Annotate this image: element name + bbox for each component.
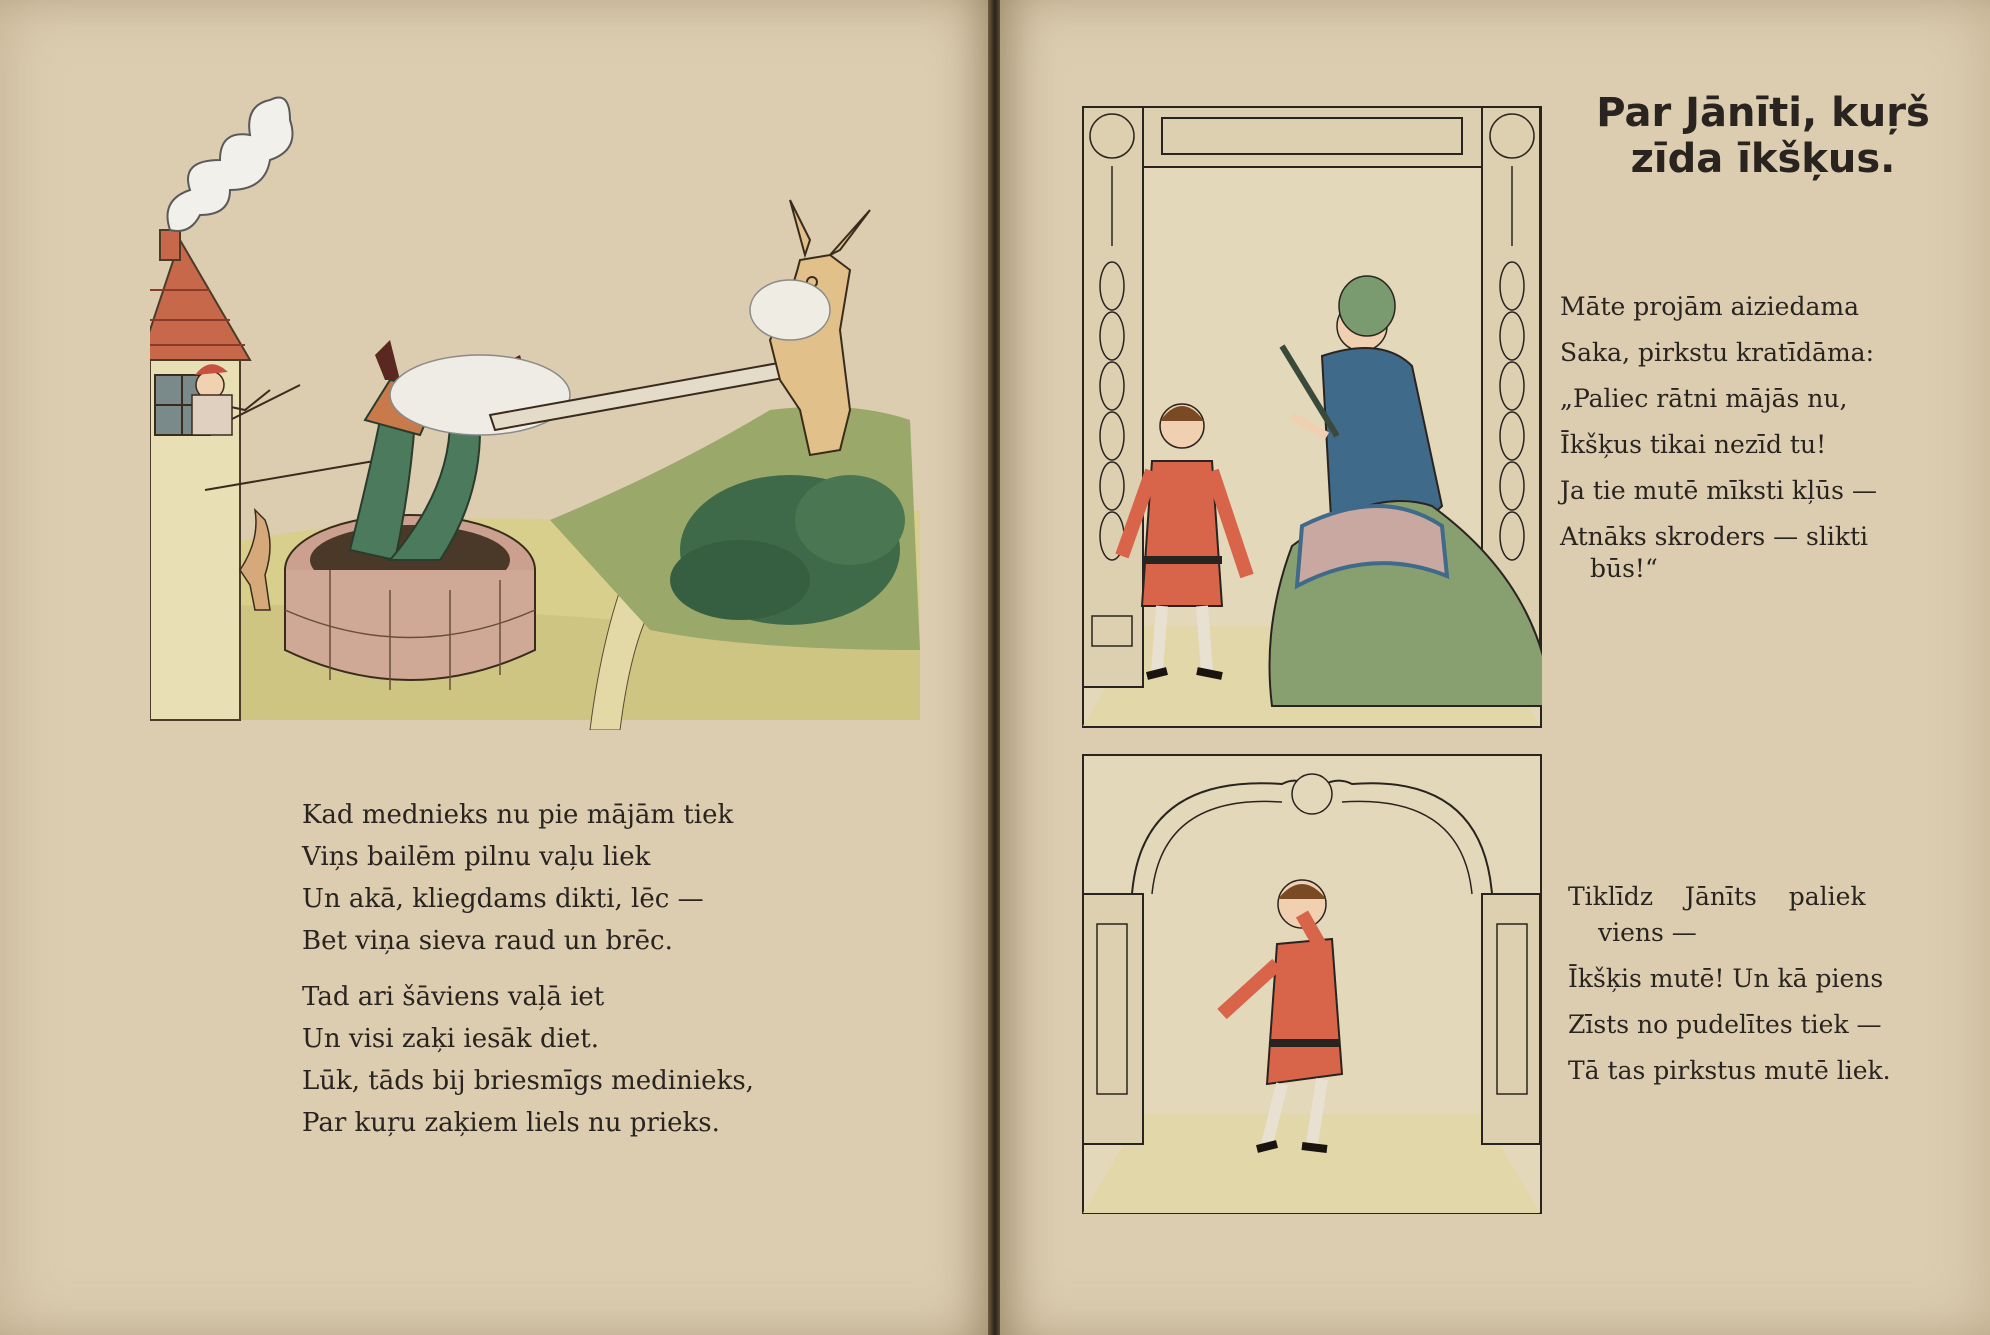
boy-thumb-illustration <box>1082 754 1542 1214</box>
verse-line: Ja tie mutē mīksti kļūs — <box>1560 476 1877 505</box>
verse-line: Saka, pirkstu kratīdāma: <box>1560 338 1874 367</box>
hunter-well-illustration <box>150 90 920 730</box>
verse-line: Tiklīdz Jānīts paliek <box>1568 882 1866 911</box>
poem-title <box>1548 90 1978 182</box>
verse-line: Māte projām aiziedama <box>1560 292 1859 321</box>
title-line: Par Jānīti, kuŗš <box>1596 90 1930 136</box>
verse-line: Bet viņa sieva raud un brēc. <box>302 926 673 956</box>
mother-and-boy-illustration <box>1082 106 1542 728</box>
verse-line: Zīsts no pudelītes tiek — <box>1568 1010 1882 1039</box>
verse-line: Par kuŗu zaķiem liels nu prieks. <box>302 1108 720 1138</box>
verse-line: Atnāks skroders — slikti <box>1560 522 1869 551</box>
verse-line: „Paliec rātni mājās nu, <box>1560 384 1848 413</box>
verse-line: Viņs bailēm pilnu vaļu liek <box>302 842 651 872</box>
verse-line: Un akā, kliegdams dikti, lēc — <box>302 884 704 914</box>
right-page <box>1000 0 1990 1335</box>
verse-line: Tā tas pirkstus mutē liek. <box>1568 1056 1891 1085</box>
right-verse-block-2 <box>1568 874 1891 1094</box>
verse-line: Un visi zaķi iesāk diet. <box>302 1024 600 1054</box>
verse-line: būs!“ <box>1590 554 1658 583</box>
verse-line: Īkšķis mutē! Un kā piens <box>1568 964 1884 993</box>
title-line: zīda īkšķus. <box>1630 136 1896 182</box>
left-verse-block <box>302 794 754 1144</box>
verse-line: Tad ari šāviens vaļā iet <box>302 982 605 1012</box>
right-verse-block-1 <box>1560 284 1877 592</box>
verse-line: Īkšķus tikai nezīd tu! <box>1560 430 1827 459</box>
verse-line: viens — <box>1598 918 1697 947</box>
left-page <box>0 0 990 1335</box>
verse-line: Kad mednieks nu pie mājām tiek <box>302 800 734 830</box>
verse-line: Lūk, tāds bij briesmīgs medinieks, <box>302 1066 754 1096</box>
